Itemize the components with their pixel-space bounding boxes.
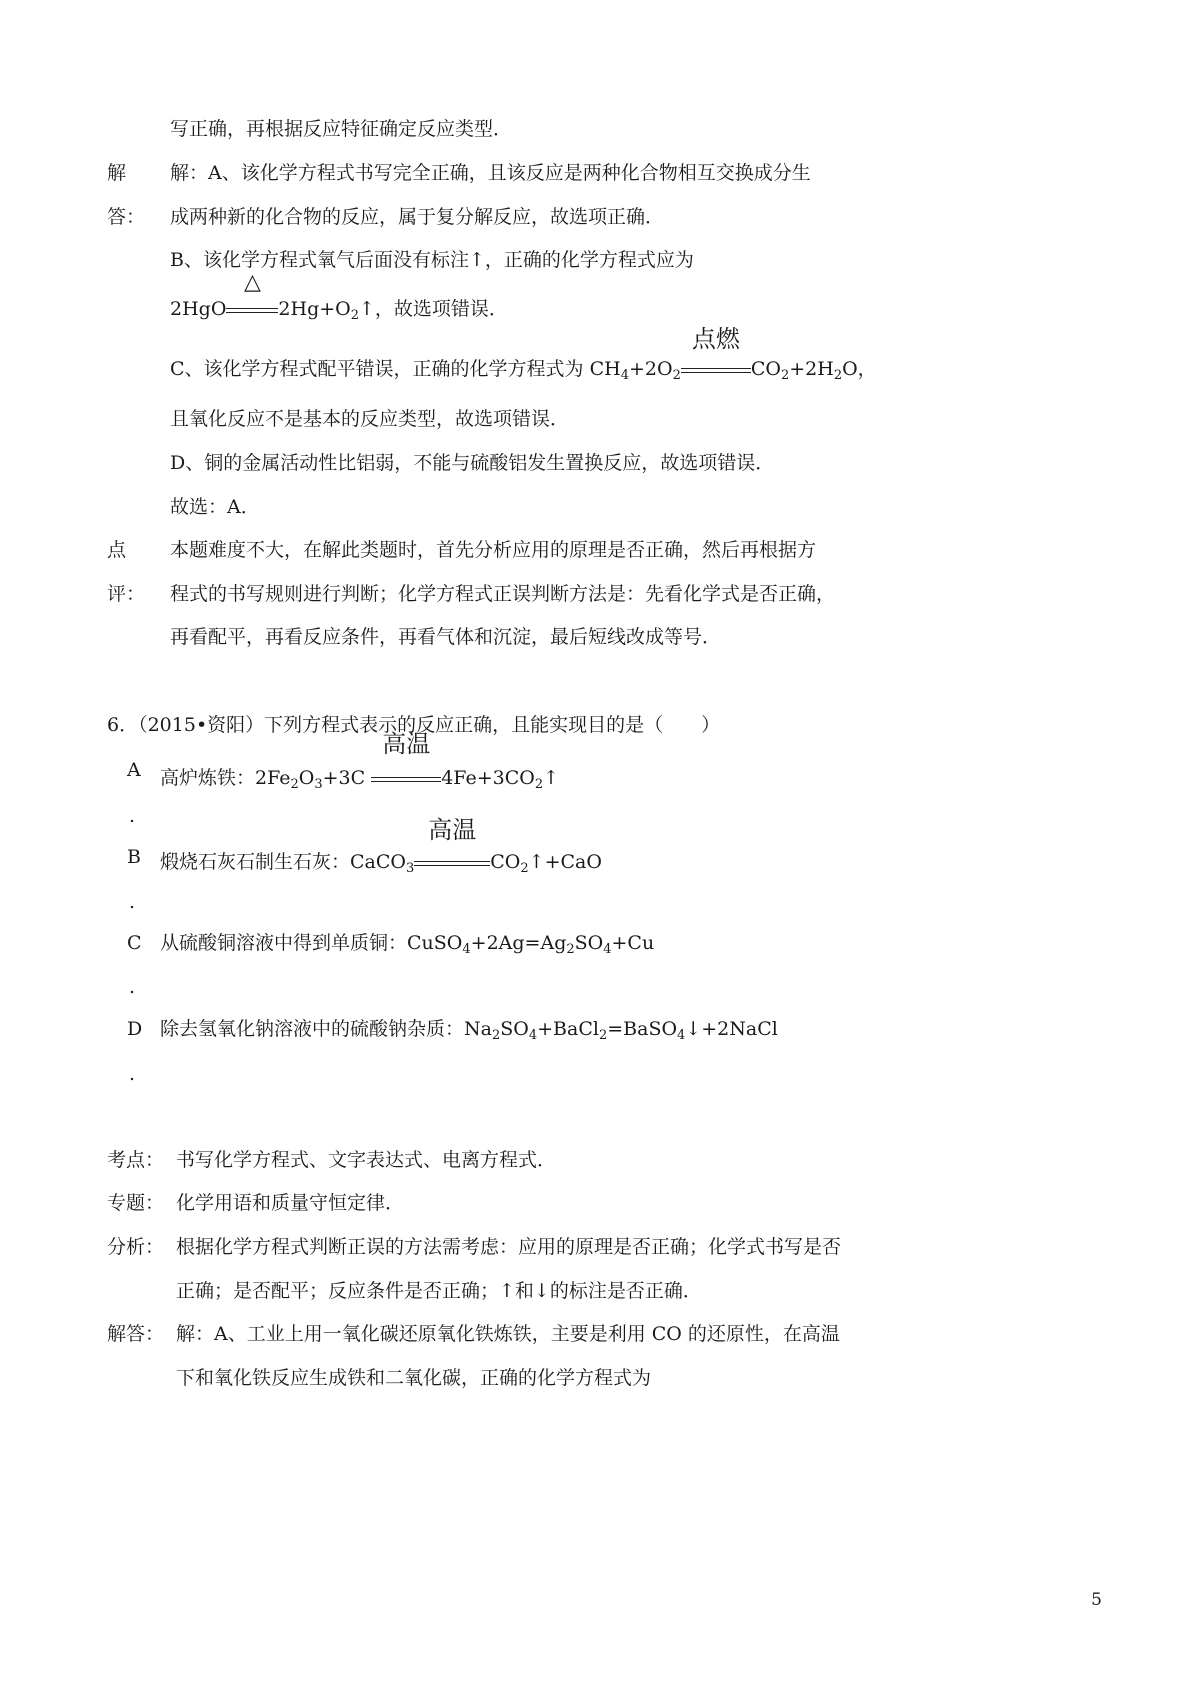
- eq-c-sub: 2: [780, 368, 790, 383]
- jieda-label-top: 解: [107, 162, 127, 184]
- page-number: 5: [1091, 1590, 1102, 1610]
- opt-c-part: 从硫酸铜溶液中得到单质铜：CuSO: [160, 932, 463, 954]
- opt-b-part: 煅烧石灰石制生石灰：CaCO: [160, 851, 406, 873]
- opt-d-part: SO: [500, 1018, 529, 1040]
- eq-c-right: +2H: [789, 358, 834, 380]
- opt-b-part: CO: [490, 851, 521, 873]
- question-stem: 6．（2015•资阳）下列方程式表示的反应正确，且能实现目的是（ ）: [107, 714, 721, 736]
- eq-c-right: CO: [750, 358, 781, 380]
- opt-a-sub: 3: [314, 777, 323, 792]
- kaodian-text: 书写化学方程式、文字表达式、电离方程式．: [176, 1149, 557, 1171]
- kaodian-label: 考点：: [107, 1149, 165, 1171]
- option-a-text: [160, 730, 560, 792]
- solution-b-line: B、该化学方程式氧气后面没有标注↑，正确的化学方程式应为: [170, 249, 694, 271]
- opt-c-part: +2Ag=Ag: [470, 932, 567, 954]
- opt-b-condition: 高温: [428, 816, 477, 844]
- opt-c-sub: 2: [566, 942, 575, 957]
- jieda-line1: 解：A、工业上用一氧化碳还原氧化铁炼铁，主要是利用 CO 的还原性，在高温: [176, 1323, 840, 1345]
- opt-a-part: ↑: [543, 767, 560, 789]
- fenxi-line2: 正确；是否配平；反应条件是否正确；↑和↓的标注是否正确．: [176, 1280, 702, 1302]
- solution-b-equation: [170, 270, 508, 323]
- comment-line1: 本题难度不大，在解此类题时，首先分析应用的原理是否正确，然后再根据方: [170, 539, 817, 561]
- opt-d-part: =BaSO: [607, 1018, 678, 1040]
- option-d-text: [160, 1017, 778, 1041]
- solution-a-line1: 解：A、该化学方程式书写完全正确，且该反应是两种化合物相互交换成分生: [170, 162, 811, 184]
- opt-d-sub: 4: [528, 1028, 538, 1043]
- comment-line3: 再看配平，再看反应条件，再看气体和沉淀，最后短线改成等号．: [170, 626, 722, 648]
- opt-d-sub: 2: [598, 1028, 608, 1043]
- opt-a-sub: 2: [290, 777, 299, 792]
- answer-line: 故选：A．: [170, 496, 260, 518]
- eq-c-mid: +2O: [628, 358, 673, 380]
- zhuanti-text: 化学用语和质量守恒定律．: [176, 1192, 405, 1214]
- option-d-letter: D: [127, 1018, 143, 1040]
- opt-a-part: 4Fe+3CO: [441, 767, 535, 789]
- eq-b-arrow: [226, 270, 278, 321]
- zhuanti-label: 专题：: [107, 1192, 165, 1214]
- dianping-label-top: 点: [107, 539, 127, 561]
- option-c-letter: C: [127, 932, 142, 954]
- comment-line2: 程式的书写规则进行判断；化学方程式正误判断方法是：先看化学式是否正确，: [170, 583, 836, 605]
- opt-a-condition: 高温: [382, 730, 431, 758]
- continuation-line: 写正确，再根据反应特征确定反应类型．: [170, 118, 513, 140]
- eq-b-right: 2Hg+O: [278, 298, 351, 320]
- opt-b-sub: 3: [405, 861, 415, 876]
- opt-a-part: O: [298, 767, 315, 789]
- opt-a-part: 高炉炼铁：2Fe: [160, 767, 291, 789]
- solution-c-line2: 且氧化反应不是基本的反应类型，故选项错误．: [170, 408, 570, 430]
- eq-b-condition: △: [243, 270, 261, 295]
- option-d-dot: .: [129, 1063, 136, 1085]
- opt-c-sub: 4: [462, 942, 471, 957]
- jieda-label: 解答：: [107, 1323, 165, 1345]
- opt-a-sub: 2: [534, 777, 544, 792]
- opt-a-arrow: [371, 730, 441, 790]
- opt-d-sub: 4: [677, 1028, 686, 1043]
- dianping-label-bottom: 评：: [107, 583, 146, 605]
- eq-c-sub: 2: [672, 368, 681, 383]
- opt-b-arrow: [414, 816, 490, 874]
- eq-c-arrow: [681, 325, 751, 381]
- eq-c-sub: 4: [620, 368, 629, 383]
- opt-c-part: SO: [574, 932, 604, 954]
- jieda-line2: 下和氧化铁反应生成铁和二氧化碳，正确的化学方程式为: [176, 1367, 652, 1389]
- solution-a-line2: 成两种新的化合物的反应，属于复分解反应，故选项正确．: [170, 206, 665, 228]
- option-b-dot: .: [129, 891, 136, 913]
- option-c-text: [160, 931, 654, 955]
- opt-d-part: 除去氢氧化钠溶液中的硫酸钠杂质：Na: [160, 1018, 492, 1040]
- opt-c-part: +Cu: [611, 932, 655, 954]
- eq-b-left: 2HgO: [170, 298, 227, 320]
- solution-c-line1: [170, 325, 877, 383]
- eq-b-sub: 2: [350, 308, 360, 323]
- jieda-label-bottom: 答：: [107, 206, 146, 228]
- opt-a-part: +3C: [322, 767, 366, 789]
- option-b-text: [160, 816, 602, 876]
- opt-d-part: +BaCl: [537, 1018, 599, 1040]
- option-b-letter: B: [127, 846, 141, 868]
- option-c-dot: .: [129, 976, 136, 998]
- fenxi-line1: 根据化学方程式判断正误的方法需考虑：应用的原理是否正确；化学式书写是否: [176, 1236, 842, 1258]
- opt-d-sub: 2: [491, 1028, 501, 1043]
- eq-c-prefix: C、该化学方程式配平错误，正确的化学方程式为 CH: [170, 358, 621, 380]
- option-a-dot: .: [129, 805, 136, 827]
- eq-c-right: O，: [842, 358, 877, 380]
- opt-c-sub: 4: [603, 942, 612, 957]
- fenxi-label: 分析：: [107, 1236, 165, 1258]
- solution-d-line: D、铜的金属活动性比铝弱，不能与硫酸铝发生置换反应，故选项错误．: [170, 452, 775, 474]
- eq-b-tail: ↑，故选项错误．: [359, 298, 508, 320]
- opt-b-sub: 2: [520, 861, 529, 876]
- opt-d-part: ↓+2NaCl: [685, 1018, 778, 1040]
- option-a-letter: A: [127, 759, 141, 781]
- eq-c-sub: 2: [833, 368, 843, 383]
- eq-c-condition: 点燃: [691, 325, 740, 353]
- opt-b-part: ↑+CaO: [528, 851, 602, 873]
